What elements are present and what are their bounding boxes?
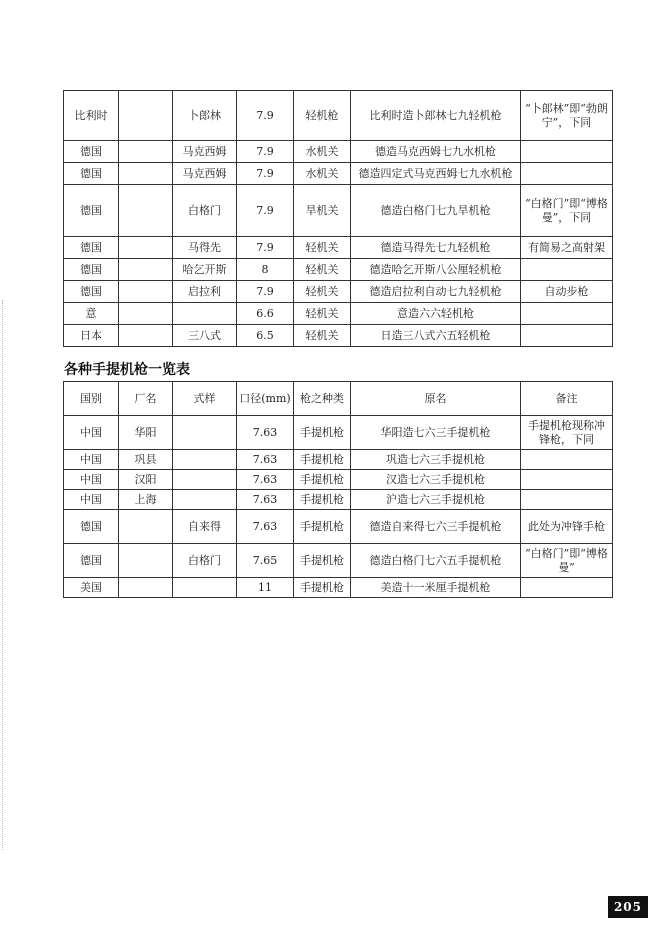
table-cell	[521, 141, 613, 163]
table-cell: 自动步枪	[521, 281, 613, 303]
section-heading: 各种手提机枪一览表	[64, 362, 190, 378]
table-cell: 德国	[64, 185, 119, 237]
table-row	[64, 544, 613, 578]
table-row	[64, 416, 613, 450]
table-cell: 轻机关	[294, 237, 351, 259]
table-cell: 华阳	[119, 416, 173, 450]
table-cell: 日本	[64, 325, 119, 347]
table-cell: 德国	[64, 510, 119, 544]
table-cell	[173, 416, 237, 450]
table-cell: 7.9	[237, 237, 294, 259]
page-number: 205	[608, 896, 648, 918]
column-header: 备注	[521, 382, 613, 416]
table-row	[64, 450, 613, 470]
table-cell	[119, 303, 173, 325]
table-cell: 有简易之高射架	[521, 237, 613, 259]
table-cell	[173, 450, 237, 470]
table-cell	[521, 578, 613, 598]
table-header-row	[64, 382, 613, 416]
table-cell: 德国	[64, 259, 119, 281]
table-row	[64, 91, 613, 141]
table-cell: 旱机关	[294, 185, 351, 237]
table-row	[64, 237, 613, 259]
column-header: 国别	[64, 382, 119, 416]
table-cell: 轻机关	[294, 303, 351, 325]
table-cell: 7.9	[237, 91, 294, 141]
table-cell: 中国	[64, 490, 119, 510]
table-cell: 德造四定式马克西姆七九水机枪	[351, 163, 521, 185]
table-cell: 7.63	[237, 490, 294, 510]
table-cell: 6.6	[237, 303, 294, 325]
column-header: 厂名	[119, 382, 173, 416]
table-cell: 三八式	[173, 325, 237, 347]
table-cell: “白格门”即“博格曼”，下同	[521, 185, 613, 237]
machine-gun-table	[63, 90, 613, 347]
table-cell: “白格门”即“博格曼”	[521, 544, 613, 578]
table-cell	[119, 259, 173, 281]
table-cell: 日造三八式六五轻机枪	[351, 325, 521, 347]
table-cell: 德国	[64, 141, 119, 163]
table-cell: 手提机枪	[294, 416, 351, 450]
table-cell: 7.9	[237, 281, 294, 303]
table-cell	[521, 490, 613, 510]
table-cell: 11	[237, 578, 294, 598]
table-cell: 马得先	[173, 237, 237, 259]
table-cell: 卜郎林	[173, 91, 237, 141]
table-cell	[119, 325, 173, 347]
table-cell: 手提机枪	[294, 510, 351, 544]
table-cell: 此处为冲锋手枪	[521, 510, 613, 544]
table-row	[64, 470, 613, 490]
table-cell	[119, 141, 173, 163]
table-cell	[119, 510, 173, 544]
table-cell: 德造白格门七九旱机枪	[351, 185, 521, 237]
table-row	[64, 325, 613, 347]
table-cell: 德造自来得七六三手提机枪	[351, 510, 521, 544]
table-cell: 汉阳	[119, 470, 173, 490]
table-row	[64, 185, 613, 237]
table-cell: 手提机枪	[294, 450, 351, 470]
table-cell: 轻机枪	[294, 91, 351, 141]
table-cell: 轻机关	[294, 259, 351, 281]
table-cell: 8	[237, 259, 294, 281]
table-row	[64, 259, 613, 281]
table-cell: 德国	[64, 281, 119, 303]
table-cell: 德国	[64, 544, 119, 578]
table-cell: 德造马得先七九轻机枪	[351, 237, 521, 259]
table-cell: 轻机关	[294, 281, 351, 303]
table-cell: 手提机枪	[294, 544, 351, 578]
table-cell: 7.9	[237, 141, 294, 163]
table-cell: 德国	[64, 237, 119, 259]
table-cell: “卜郎林”即“勃朗宁”，下同	[521, 91, 613, 141]
table-row	[64, 578, 613, 598]
table-cell	[521, 303, 613, 325]
table-cell: 德造启拉利自动七九轻机枪	[351, 281, 521, 303]
table-row	[64, 303, 613, 325]
table-cell	[119, 544, 173, 578]
table-cell: 巩县	[119, 450, 173, 470]
table-cell: 德造哈乞开斯八公厘轻机枪	[351, 259, 521, 281]
column-header: 原名	[351, 382, 521, 416]
table-cell: 手提机枪	[294, 578, 351, 598]
table-cell: 比利时造卜郎林七九轻机枪	[351, 91, 521, 141]
table-cell: 美造十一米厘手提机枪	[351, 578, 521, 598]
table-cell: 巩造七六三手提机枪	[351, 450, 521, 470]
table-cell	[119, 578, 173, 598]
table-cell: 6.5	[237, 325, 294, 347]
table-cell: 德国	[64, 163, 119, 185]
table-cell: 马克西姆	[173, 163, 237, 185]
table-cell: 中国	[64, 416, 119, 450]
table-cell: 7.65	[237, 544, 294, 578]
table-cell	[521, 163, 613, 185]
table-cell: 7.63	[237, 450, 294, 470]
table-cell	[173, 578, 237, 598]
table-cell: 启拉利	[173, 281, 237, 303]
table-cell	[521, 450, 613, 470]
table-cell	[119, 91, 173, 141]
column-header: 式样	[173, 382, 237, 416]
table-row	[64, 163, 613, 185]
table-cell: 水机关	[294, 141, 351, 163]
table-cell	[173, 303, 237, 325]
submachine-gun-table	[63, 381, 613, 598]
table-cell: 沪造七六三手提机枪	[351, 490, 521, 510]
table-cell	[119, 185, 173, 237]
column-header: 枪之种类	[294, 382, 351, 416]
table-cell	[119, 163, 173, 185]
table-cell: 7.63	[237, 416, 294, 450]
table-cell: 白格门	[173, 185, 237, 237]
table-cell: 中国	[64, 470, 119, 490]
column-header: 口径(mm)	[237, 382, 294, 416]
table-cell: 马克西姆	[173, 141, 237, 163]
table-cell: 水机关	[294, 163, 351, 185]
table-cell: 华阳造七六三手提机枪	[351, 416, 521, 450]
table-cell: 美国	[64, 578, 119, 598]
table-cell: 比利时	[64, 91, 119, 141]
table-row	[64, 490, 613, 510]
table-cell: 手提机枪	[294, 470, 351, 490]
table-cell: 手提机枪现称冲锋枪，下同	[521, 416, 613, 450]
table-cell: 7.9	[237, 185, 294, 237]
table-cell	[521, 259, 613, 281]
table-cell: 汉造七六三手提机枪	[351, 470, 521, 490]
binding-edge	[2, 300, 7, 850]
table-cell: 哈乞开斯	[173, 259, 237, 281]
table-cell: 意	[64, 303, 119, 325]
table-cell: 手提机枪	[294, 490, 351, 510]
table-cell: 上海	[119, 490, 173, 510]
table-cell	[173, 490, 237, 510]
table-cell	[119, 237, 173, 259]
table-row	[64, 281, 613, 303]
table-cell: 德造马克西姆七九水机枪	[351, 141, 521, 163]
table-cell: 中国	[64, 450, 119, 470]
table-cell	[173, 470, 237, 490]
table-cell: 意造六六轻机枪	[351, 303, 521, 325]
table-cell: 德造白格门七六五手提机枪	[351, 544, 521, 578]
table-cell: 白格门	[173, 544, 237, 578]
table-cell	[521, 470, 613, 490]
table-cell: 7.63	[237, 510, 294, 544]
table-cell: 7.63	[237, 470, 294, 490]
table-cell: 自来得	[173, 510, 237, 544]
table-cell: 7.9	[237, 163, 294, 185]
table-cell	[521, 325, 613, 347]
table-cell: 轻机关	[294, 325, 351, 347]
table-row	[64, 510, 613, 544]
table-row	[64, 141, 613, 163]
table-cell	[119, 281, 173, 303]
